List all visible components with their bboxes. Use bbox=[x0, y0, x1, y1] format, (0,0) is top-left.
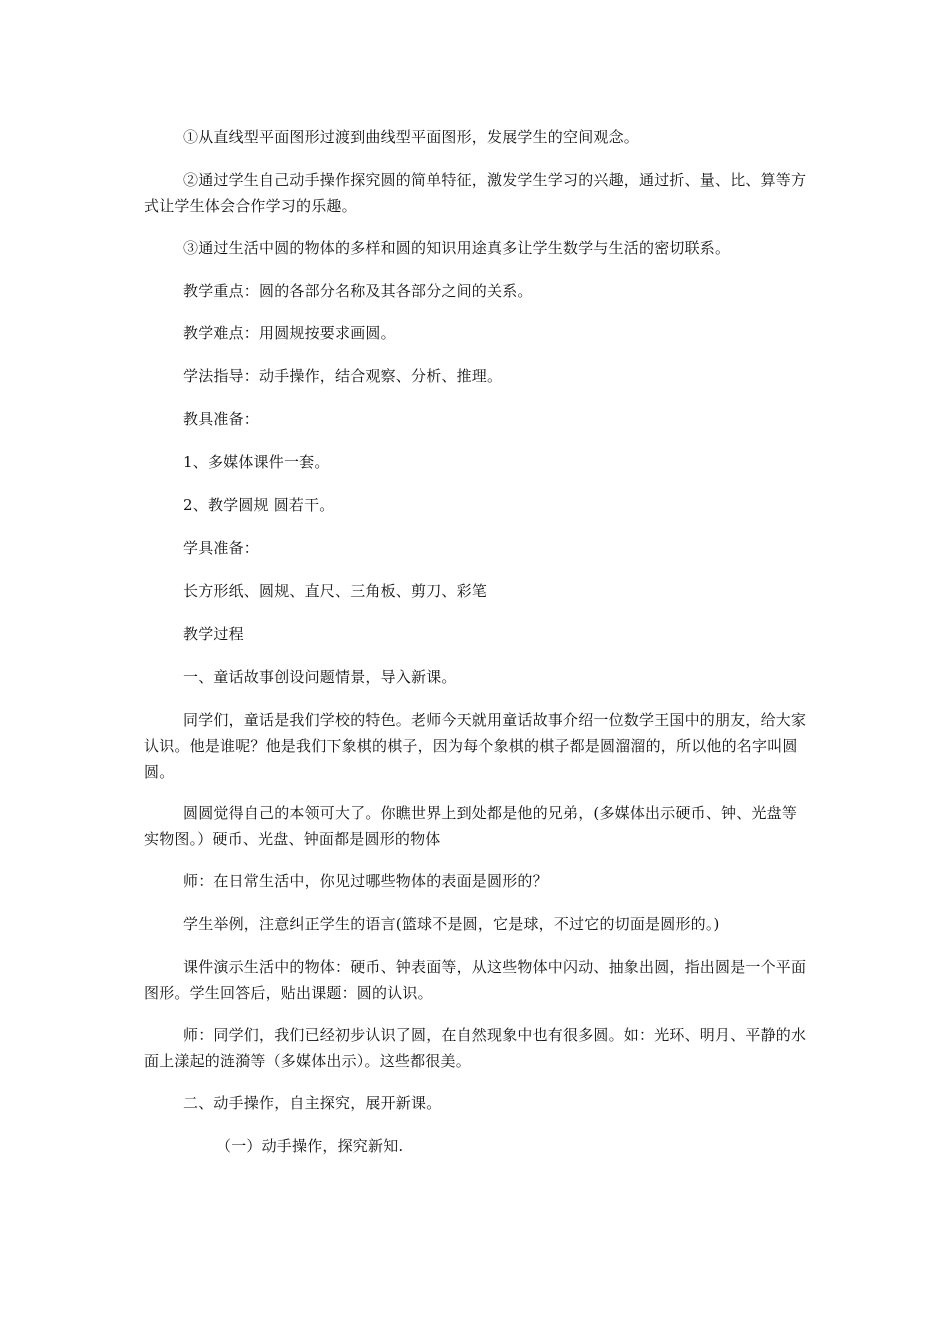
subsection-one-heading: （一）动手操作，探究新知. bbox=[216, 1137, 404, 1155]
story-paragraph: 同学们，童话是我们学校的特色。老师今天就用童话故事介绍一位数学王国中的朋友，给大家认识。他是谁呢？他是我们下象棋的棋子，因为每个象棋的棋子都是圆溜溜的，所以他的名字叫圆圆。 bbox=[144, 711, 807, 781]
teaching-aid-2: 2、教学圆规 圆若干。 bbox=[183, 496, 335, 514]
teaching-aid-1: 1、多媒体课件一套。 bbox=[183, 453, 330, 471]
objects-paragraph: 圆圆觉得自己的本领可大了。你瞧世界上到处都是他的兄弟，(多媒体出示硬币、钟、光盘等实物图。）硬币、光盘、钟面都是圆形的物体 bbox=[144, 804, 798, 848]
objective-2: ②通过学生自己动手操作探究圆的简单特征，激发学生学习的兴趣，通过折、量、比、算等方式让学生体会合作学习的乐趣。 bbox=[144, 171, 807, 215]
objective-1: ①从直线型平面图形过渡到曲线型平面图形，发展学生的空间观念。 bbox=[183, 128, 640, 146]
teaching-aids-heading: 教具准备： bbox=[183, 410, 260, 428]
student-tools-heading: 学具准备： bbox=[183, 539, 260, 557]
section-one-heading: 一、童话故事创设问题情景，导入新课。 bbox=[183, 668, 457, 686]
objective-3: ③通过生活中圆的物体的多样和圆的知识用途真多让学生数学与生活的密切联系。 bbox=[183, 239, 731, 257]
teaching-process-heading: 教学过程 bbox=[183, 625, 244, 643]
study-guidance: 学法指导：动手操作，结合观察、分析、推理。 bbox=[183, 367, 503, 385]
section-two-heading: 二、动手操作，自主探究，展开新课。 bbox=[183, 1094, 442, 1112]
teacher-natural-circles: 师：同学们，我们已经初步认识了圆，在自然现象中也有很多圆。如：光环、明月、平静的水面上漾起的涟漪等（多媒体出示）。这些都很美。 bbox=[144, 1026, 807, 1070]
teaching-key-point: 教学重点：圆的各部分名称及其各部分之间的关系。 bbox=[183, 282, 533, 300]
teaching-difficulty: 教学难点：用圆规按要求画圆。 bbox=[183, 324, 396, 342]
teacher-question: 师：在日常生活中，你见过哪些物体的表面是圆形的？ bbox=[183, 872, 548, 890]
student-examples: 学生举例，注意纠正学生的语言(篮球不是圆，它是球，不过它的切面是圆形的。) bbox=[183, 915, 720, 933]
student-tools-list: 长方形纸、圆规、直尺、三角板、剪刀、彩笔 bbox=[183, 582, 488, 600]
courseware-demo: 课件演示生活中的物体：硬币、钟表面等，从这些物体中闪动、抽象出圆，指出圆是一个平面图形。学生回答后，贴出课题：圆的认识。 bbox=[144, 958, 807, 1002]
